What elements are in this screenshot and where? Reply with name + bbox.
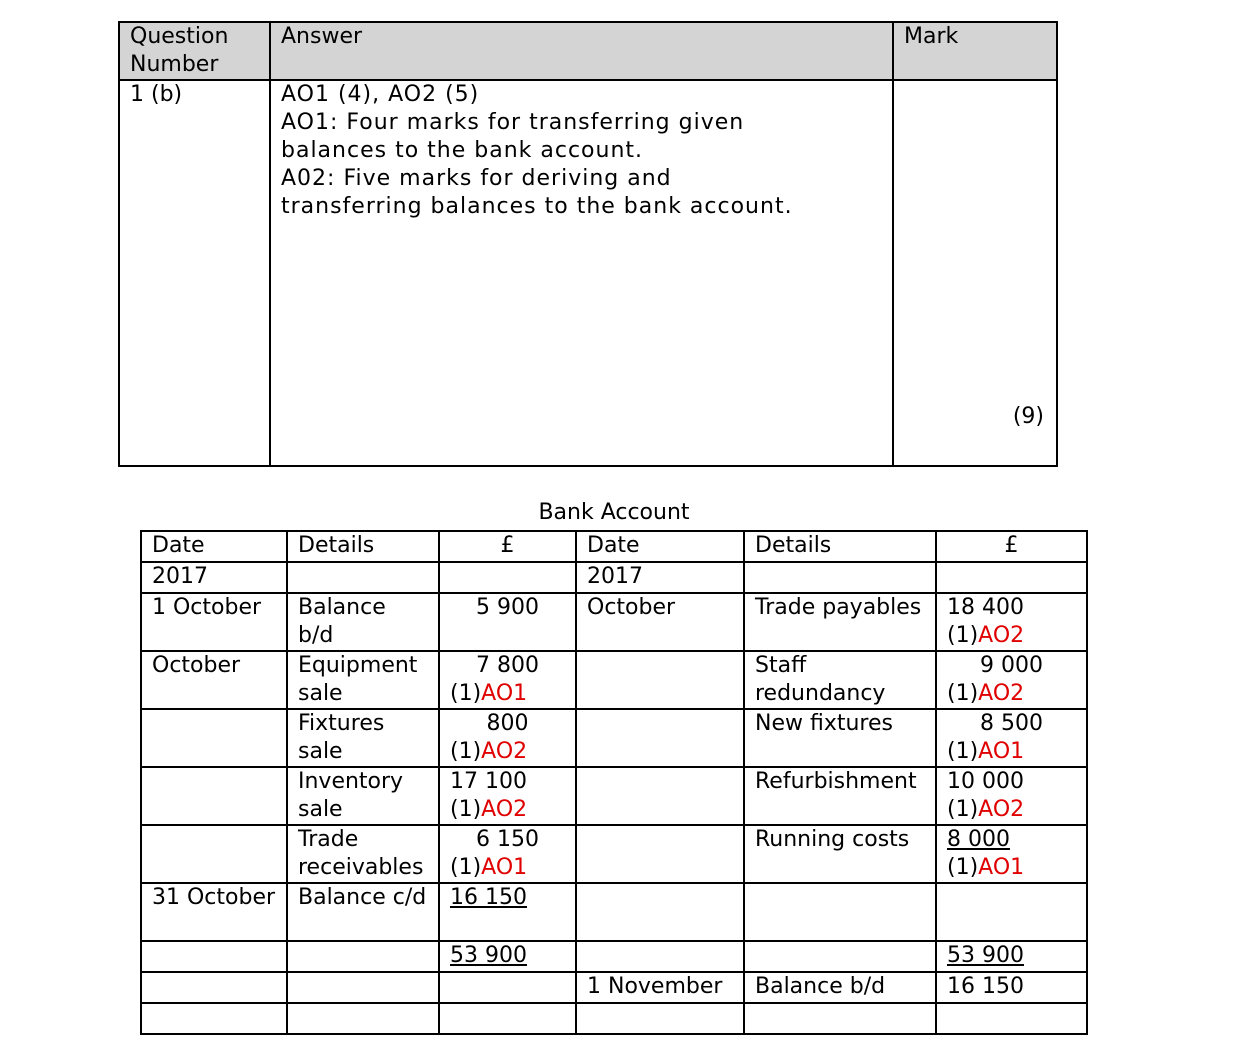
- table-row: [141, 767, 1087, 825]
- mark-count: (1): [450, 797, 482, 822]
- empty-row: [141, 1003, 1087, 1034]
- year-row-empty-1: [287, 562, 439, 593]
- total-right: 53 900: [947, 943, 1024, 968]
- ao-label: AO1: [978, 855, 1025, 880]
- totals-empty-3: [576, 941, 744, 972]
- date-right: [576, 767, 744, 825]
- balance-details: Balance b/d: [744, 972, 936, 1003]
- mark-header-text: Mark: [904, 24, 959, 49]
- empty-cell: [576, 1003, 744, 1034]
- date-left: [141, 709, 287, 767]
- empty-cell: [936, 1003, 1087, 1034]
- mark-annotation: [450, 854, 565, 882]
- date-left: 1 October: [141, 593, 287, 651]
- total-right-cell: [936, 941, 1087, 972]
- mark-annotation: [947, 680, 1076, 708]
- question-number: 1 (b): [130, 82, 183, 107]
- mark-total: (9): [1012, 404, 1044, 429]
- year-row-empty-3: [744, 562, 936, 593]
- amount-left-cell: [439, 593, 576, 651]
- empty-cell: [439, 1003, 576, 1034]
- amount-right: 8 500: [980, 711, 1043, 736]
- amount-right-value: 8 000: [947, 827, 1010, 852]
- question-number-header-text: Question Number: [130, 24, 229, 77]
- amount-left-cell: [439, 767, 576, 825]
- details-left: Balance b/d: [287, 593, 439, 651]
- mark-count: (1): [450, 855, 482, 880]
- details-right: Staff redundancy: [744, 651, 936, 709]
- table-row: [141, 651, 1087, 709]
- year-left: 2017: [141, 562, 287, 593]
- header-date-left: Date: [141, 531, 287, 562]
- balance-date: 1 November: [576, 972, 744, 1003]
- mark-annotation: [947, 738, 1076, 766]
- question-number-cell: [119, 80, 270, 466]
- year-row-empty-4: [936, 562, 1087, 593]
- details-right: Trade payables: [744, 593, 936, 651]
- amount-right-cell: [936, 825, 1087, 883]
- details-left: Fixtures sale: [287, 709, 439, 767]
- ao-label: AO1: [978, 739, 1025, 764]
- table-row: [141, 709, 1087, 767]
- year-row: [141, 562, 1087, 593]
- mark-count: (1): [947, 681, 979, 706]
- ao-label: AO2: [481, 739, 528, 764]
- amount-right: [947, 826, 1076, 854]
- totals-empty-4: [744, 941, 936, 972]
- mark-count: (1): [450, 681, 482, 706]
- date-left: [141, 767, 287, 825]
- year-right: 2017: [576, 562, 744, 593]
- details-left: Inventory sale: [287, 767, 439, 825]
- date-right: [576, 883, 744, 941]
- header-details-right: Details: [744, 531, 936, 562]
- totals-empty-1: [141, 941, 287, 972]
- amount-right-cell: [936, 709, 1087, 767]
- details-right: New fixtures: [744, 709, 936, 767]
- amount-right: 18 400: [947, 595, 1024, 620]
- ao-label: AO1: [481, 681, 528, 706]
- mark-header: [893, 22, 1057, 80]
- details-right: [744, 883, 936, 941]
- balance-empty-2: [287, 972, 439, 1003]
- date-right: October: [576, 593, 744, 651]
- date-right: [576, 825, 744, 883]
- table-row: [141, 825, 1087, 883]
- balance-empty-1: [141, 972, 287, 1003]
- mark-annotation: [947, 854, 1076, 882]
- answer-header-text: Answer: [281, 24, 363, 49]
- mark-annotation: [450, 796, 565, 824]
- ao-label: AO2: [978, 797, 1025, 822]
- header-date-right: Date: [576, 531, 744, 562]
- amount-right-cell: [936, 651, 1087, 709]
- amount-left: 7 800: [476, 653, 539, 678]
- amount-left: 6 150: [476, 827, 539, 852]
- amount-left: 16 150: [450, 885, 527, 910]
- question-row: [119, 80, 1057, 466]
- mark-annotation: [450, 738, 565, 766]
- table-row: [141, 593, 1087, 651]
- details-left: Trade receivables: [287, 825, 439, 883]
- header-details-left: Details: [287, 531, 439, 562]
- answer-line-5: transferring balances to the bank account.: [281, 194, 793, 219]
- amount-left-cell: [439, 825, 576, 883]
- balance-amount: 16 150: [936, 972, 1087, 1003]
- mark-annotation: [450, 680, 565, 708]
- table-row: [141, 883, 1087, 941]
- empty-cell: [141, 1003, 287, 1034]
- ao-label: AO2: [978, 681, 1025, 706]
- mark-cell: [893, 80, 1057, 466]
- header-pound-left: £: [439, 531, 576, 562]
- details-left: Equipment sale: [287, 651, 439, 709]
- amount-right-cell: [936, 883, 1087, 941]
- amount-right-cell: [936, 767, 1087, 825]
- answer-line-2: AO1: Four marks for transferring given: [281, 110, 745, 135]
- year-row-empty-2: [439, 562, 576, 593]
- amount-left: 5 900: [476, 595, 539, 620]
- mark-annotation: [947, 622, 1076, 650]
- mark-annotation: [947, 796, 1076, 824]
- bank-account-table: [140, 530, 1088, 1035]
- total-left: 53 900: [450, 943, 527, 968]
- answer-cell: [270, 80, 893, 466]
- ao-label: AO1: [481, 855, 528, 880]
- amount-left: 800: [486, 711, 529, 736]
- mark-count: (1): [947, 739, 979, 764]
- amount-right-cell: [936, 593, 1087, 651]
- totals-empty-2: [287, 941, 439, 972]
- empty-cell: [744, 1003, 936, 1034]
- balance-bd-row: [141, 972, 1087, 1003]
- question-table-header-row: [119, 22, 1057, 80]
- bank-account-title: Bank Account: [538, 500, 690, 525]
- amount-right: 9 000: [980, 653, 1043, 678]
- details-right: Running costs: [744, 825, 936, 883]
- date-right: [576, 709, 744, 767]
- answer-line-4: A02: Five marks for deriving and: [281, 166, 672, 191]
- question-table: [118, 21, 1058, 467]
- totals-row: [141, 941, 1087, 972]
- amount-left-cell: [439, 709, 576, 767]
- answer-line-1: AO1 (4), AO2 (5): [281, 82, 480, 107]
- answer-header: [270, 22, 893, 80]
- amount-left-cell: [439, 651, 576, 709]
- empty-cell: [287, 1003, 439, 1034]
- mark-count: (1): [947, 855, 979, 880]
- mark-count: (1): [450, 739, 482, 764]
- date-left: [141, 825, 287, 883]
- date-left: 31 October: [141, 883, 287, 941]
- answer-line-3: balances to the bank account.: [281, 138, 644, 163]
- amount-left: 17 100: [450, 769, 527, 794]
- date-right: [576, 651, 744, 709]
- balance-empty-3: [439, 972, 576, 1003]
- mark-count: (1): [947, 797, 979, 822]
- bank-header-row: [141, 531, 1087, 562]
- date-left: October: [141, 651, 287, 709]
- details-right: Refurbishment: [744, 767, 936, 825]
- details-left: Balance c/d: [287, 883, 439, 941]
- ao-label: AO2: [978, 623, 1025, 648]
- total-left-cell: [439, 941, 576, 972]
- amount-left-cell: [439, 883, 576, 941]
- question-number-header: [119, 22, 270, 80]
- header-pound-right: £: [936, 531, 1087, 562]
- mark-count: (1): [947, 623, 979, 648]
- ao-label: AO2: [481, 797, 528, 822]
- amount-right: 10 000: [947, 769, 1024, 794]
